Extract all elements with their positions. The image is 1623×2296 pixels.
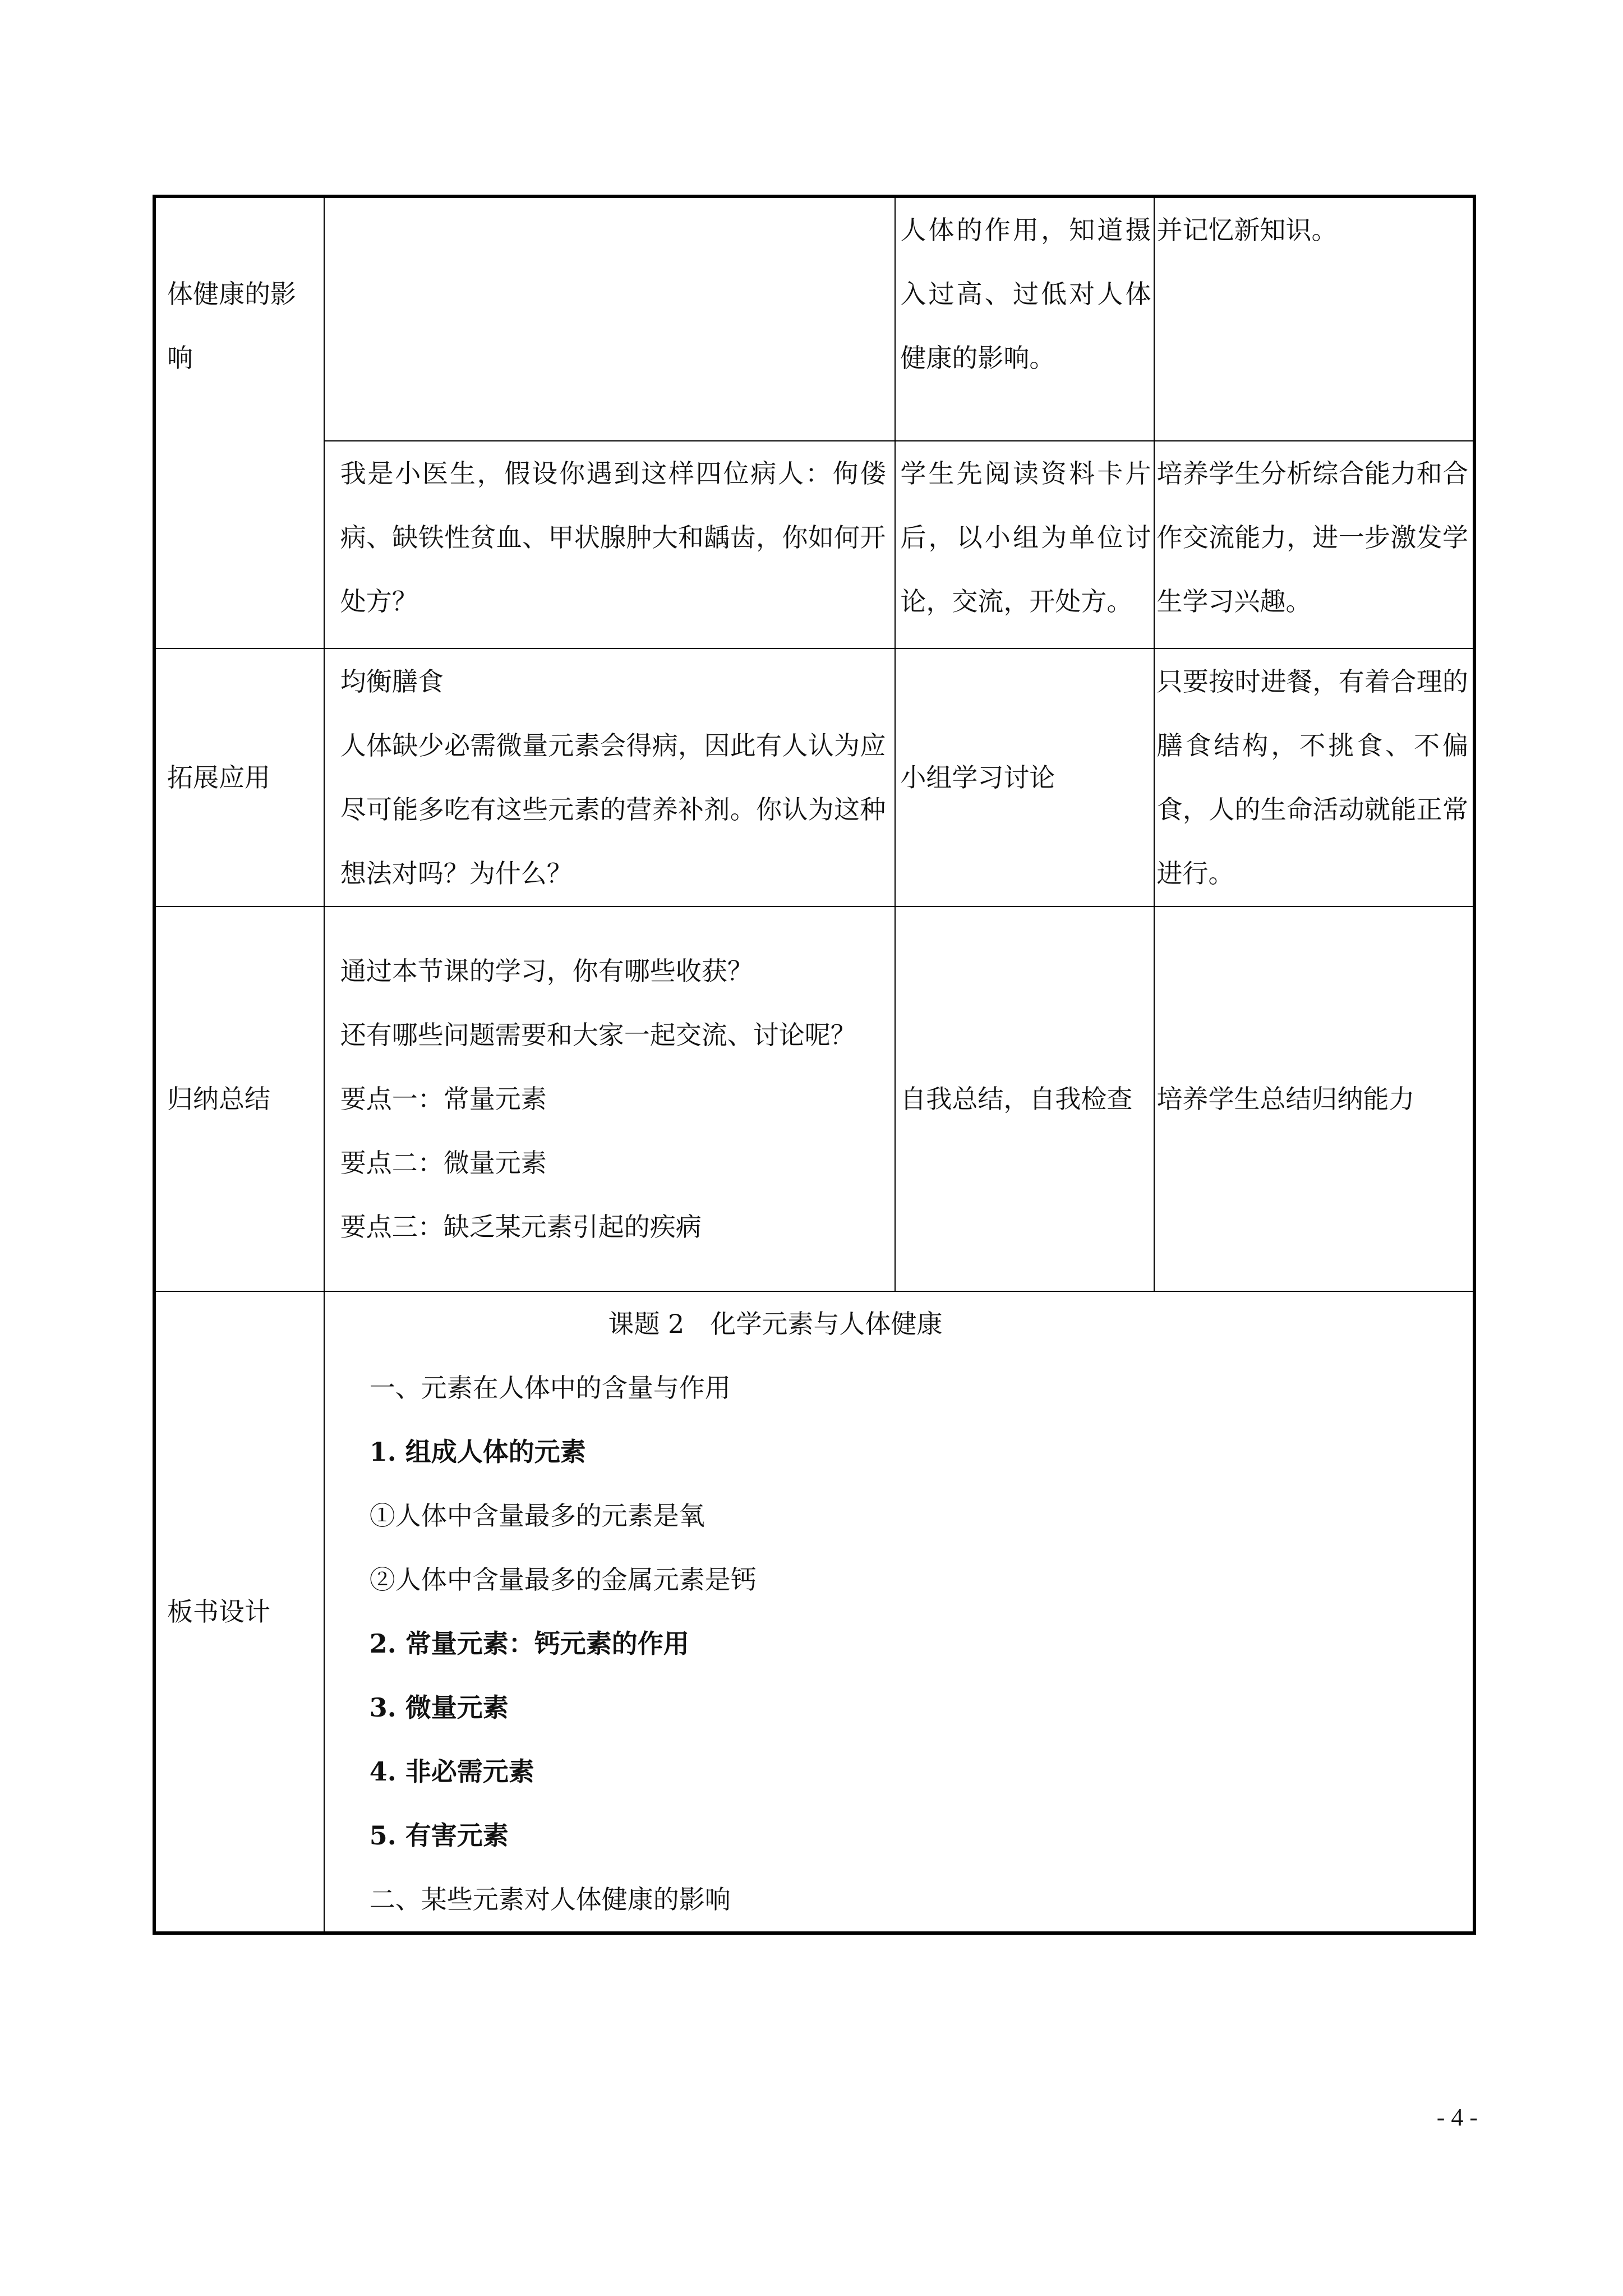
- design-intent-text: 并记忆新知识。: [1156, 215, 1338, 245]
- student-activity-text: 小组学习讨论: [900, 762, 1055, 793]
- table-row: [154, 441, 1474, 648]
- board-item-3: 3. 微量元素: [369, 1692, 509, 1723]
- design-intent-text: 培养学生分析综合能力和合作交流能力，进一步激发学生学习兴趣。: [1156, 458, 1468, 616]
- stage-label-line1: 体健康的影: [167, 279, 296, 309]
- table-row: [154, 196, 1474, 441]
- design-intent-cell: [1154, 907, 1474, 1291]
- design-intent-cell: [1154, 441, 1474, 648]
- stage-cell: [154, 907, 324, 1291]
- design-intent-text: 只要按时进餐，有着合理的膳食结构，不挑食、不偏食，人的生命活动就能正常进行。: [1156, 666, 1468, 889]
- key-point-1: 要点一：常量元素: [340, 1084, 547, 1114]
- teacher-activity-text: 人体缺少必需微量元素会得病，因此有人认为应尽可能多吃有这些元素的营养补剂。你认为这种想法对吗？为什么？: [340, 730, 886, 889]
- teacher-activity-cell: [324, 196, 896, 441]
- board-subitem-2: ②人体中含量最多的金属元素是钙: [369, 1565, 757, 1595]
- key-point-3: 要点三：缺乏某元素引起的疾病: [340, 1212, 702, 1242]
- student-activity-cell: [895, 648, 1154, 907]
- table-row: [154, 1291, 1474, 1933]
- stage-label-line2: 响: [167, 343, 193, 373]
- stage-cell: [154, 196, 324, 648]
- stage-label: 拓展应用: [167, 762, 270, 793]
- board-item-2: 2. 常量元素：钙元素的作用: [369, 1628, 689, 1659]
- key-point-2: 要点二：微量元素: [340, 1148, 547, 1178]
- stage-cell: [154, 1291, 324, 1933]
- stage-label: 归纳总结: [167, 1084, 270, 1114]
- design-intent-cell: [1154, 648, 1474, 907]
- board-item-1: 1. 组成人体的元素: [369, 1437, 586, 1467]
- student-activity-text: 人体的作用，知道摄入过高、过低对人体健康的影响。: [900, 215, 1151, 373]
- table-row: [154, 907, 1474, 1291]
- design-intent-text: 培养学生总结归纳能力: [1156, 1084, 1415, 1114]
- student-activity-text: 自我总结，自我检查: [900, 1084, 1133, 1114]
- student-activity-text: 学生先阅读资料卡片后，以小组为单位讨论，交流，开处方。: [900, 458, 1151, 616]
- teacher-activity-cell: [324, 648, 896, 907]
- student-activity-cell: [895, 441, 1154, 648]
- student-activity-cell: [895, 907, 1154, 1291]
- board-section-1: 一、元素在人体中的含量与作用: [369, 1373, 731, 1403]
- lesson-plan-table: [153, 195, 1476, 1935]
- board-design-cell: [324, 1291, 1474, 1933]
- board-title: 课题 2 化学元素与人体健康: [608, 1309, 943, 1339]
- teacher-activity-title: 均衡膳食: [340, 666, 444, 697]
- teacher-activity-text: 我是小医生，假设你遇到这样四位病人：佝偻病、缺铁性贫血、甲状腺肿大和龋齿，你如何开处方？: [340, 458, 886, 616]
- teacher-activity-cell: [324, 441, 896, 648]
- page-number: - 4 -: [1436, 2104, 1478, 2131]
- table-row: [154, 648, 1474, 907]
- design-intent-cell: [1154, 196, 1474, 441]
- board-item-5: 5. 有害元素: [369, 1820, 509, 1851]
- summary-question-1: 通过本节课的学习，你有哪些收获？: [340, 956, 753, 986]
- summary-question-2: 还有哪些问题需要和大家一起交流、讨论呢？: [340, 1020, 856, 1050]
- teacher-activity-cell: [324, 907, 896, 1291]
- board-subitem-1: ①人体中含量最多的元素是氧: [369, 1501, 705, 1531]
- stage-cell: [154, 648, 324, 907]
- board-section-2: 二、某些元素对人体健康的影响: [369, 1884, 731, 1915]
- board-item-4: 4. 非必需元素: [369, 1756, 534, 1787]
- student-activity-cell: [895, 196, 1154, 441]
- stage-label: 板书设计: [167, 1596, 270, 1627]
